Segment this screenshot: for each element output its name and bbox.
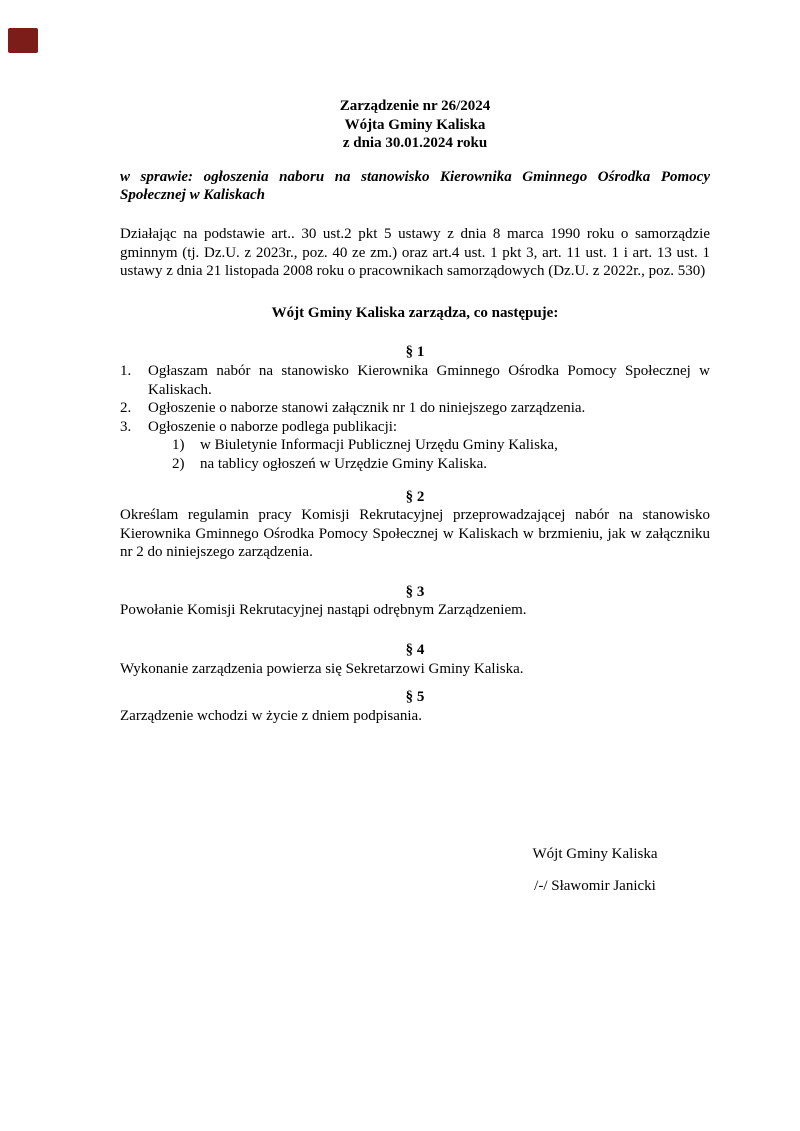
section-2 xyxy=(120,488,710,562)
list-item xyxy=(120,362,710,399)
list-item-marker: 1. xyxy=(120,362,132,379)
list-item xyxy=(120,418,710,437)
list-item-marker: 2. xyxy=(120,400,132,417)
section-5-heading: § 5 xyxy=(405,689,425,706)
sub-list-item-text: na tablicy ogłoszeń w Urzędzie Gminy Kaliska. xyxy=(200,455,487,472)
list-item-marker: 3. xyxy=(120,418,132,435)
title-line-date: z dnia 30.01.2024 roku xyxy=(342,135,488,152)
signature-name: /-/ Sławomir Janicki xyxy=(534,877,656,894)
section-4-heading: § 4 xyxy=(405,642,425,659)
title-line-ordinance-number: Zarządzenie nr 26/2024 xyxy=(339,98,491,114)
section-1 xyxy=(120,343,710,473)
subject-line: w sprawie: ogłoszenia naboru na stanowisko Kierownika Gminnego Ośrodka Pomocy Społecznej w Kaliskach xyxy=(120,168,710,204)
list-item-text: Ogłoszenie o naborze podlega publikacji: xyxy=(148,418,398,435)
order-intro: Wójt Gminy Kaliska zarządza, co następuje: xyxy=(271,304,559,321)
sub-list-item-marker: 1) xyxy=(172,437,185,454)
section-4-text: Wykonanie zarządzenia powierza się Sekretarzowi Gminy Kaliska. xyxy=(120,660,524,677)
section-3-heading: § 3 xyxy=(405,583,425,600)
section-3 xyxy=(120,583,710,620)
sub-list-item-text: w Biuletynie Informacji Publicznej Urzędu Gminy Kaliska, xyxy=(200,437,558,454)
section-5-text: Zarządzenie wchodzi w życie z dniem podpisania. xyxy=(120,707,422,724)
list-item-text: Ogłoszenie o naborze stanowi załącznik nr 1 do niniejszego zarządzenia. xyxy=(148,400,586,417)
section-5 xyxy=(120,688,710,725)
list-item-text: Ogłaszam nabór na stanowisko Kierownika Gminnego Ośrodka Pomocy Społecznej w Kaliskach. xyxy=(148,362,710,398)
sub-list-item xyxy=(172,436,710,455)
legal-basis-paragraph: Działając na podstawie art.. 30 ust.2 pkt 5 ustawy z dnia 8 marca 1990 roku o samorządzie gminnym (tj. Dz.U. z 2023r., poz. 40 ze zm.) oraz art.4 ust. 1 pkt 3, art. 11 ust. 1 i art. 13 ust. 1 ustawy z dnia 21 listopada 2008 roku o pracownikach samorządowych (Dz.U. z 2022r., poz. 530) xyxy=(120,225,710,280)
section-4 xyxy=(120,641,710,678)
signature-title: Wójt Gminy Kaliska xyxy=(532,846,658,862)
section-1-heading: § 1 xyxy=(405,344,425,361)
signature-block xyxy=(505,845,685,895)
section-3-text: Powołanie Komisji Rekrutacyjnej nastąpi odrębnym Zarządzeniem. xyxy=(120,602,527,619)
sub-list-item-marker: 2) xyxy=(172,455,185,472)
document-content xyxy=(120,97,710,725)
document-title xyxy=(120,97,710,153)
corner-red-mark xyxy=(8,28,38,53)
section-2-text: Określam regulamin pracy Komisji Rekrutacyjnej przeprowadzającej nabór na stanowisko Kierownika Gminnego Ośrodka Pomocy Społecznej w Kaliskach w brzmieniu, jak w załączniku nr 2 do niniejszego zarządzenia. xyxy=(120,507,710,561)
section-2-heading: § 2 xyxy=(405,488,425,505)
sub-list-item xyxy=(172,455,710,474)
list-item xyxy=(120,399,710,418)
title-line-issuer: Wójta Gminy Kaliska xyxy=(344,116,486,133)
